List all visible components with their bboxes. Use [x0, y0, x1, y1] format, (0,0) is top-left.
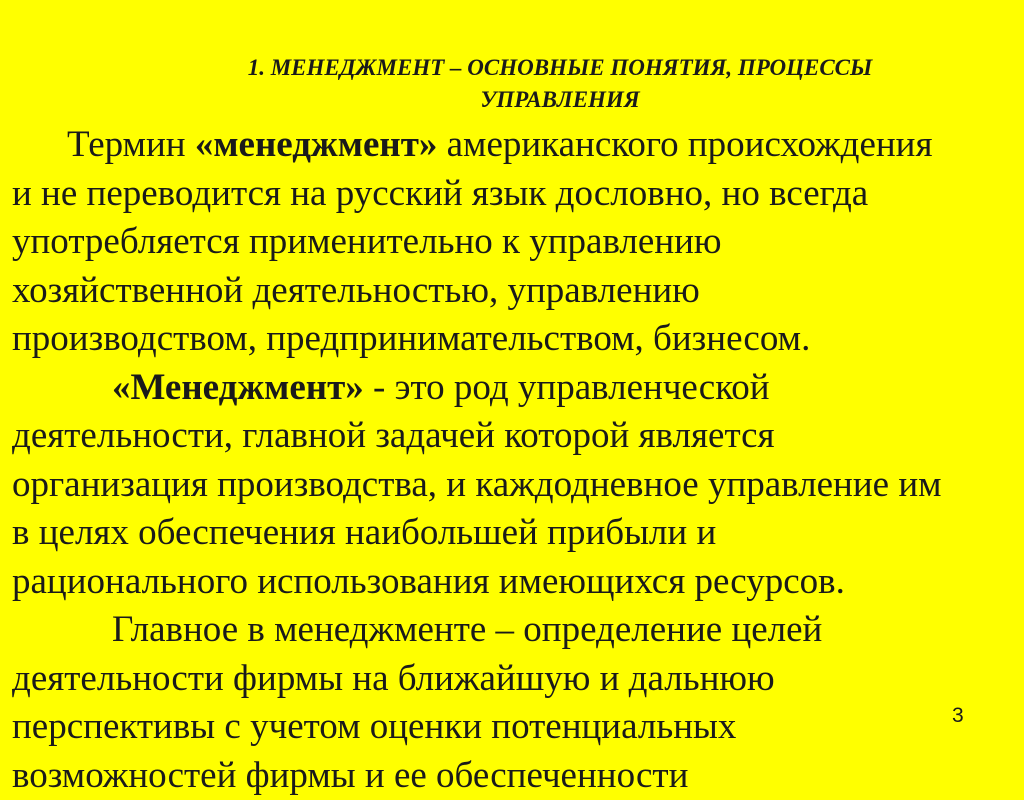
slide-title-line-1: 1. МЕНЕДЖМЕНТ – ОСНОВНЫЕ ПОНЯТИЯ, ПРОЦЕССЫ — [120, 52, 1000, 84]
paragraph-2-rest: - это род управленческой — [364, 367, 770, 408]
page-number: 3 — [952, 704, 964, 728]
paragraph-1-line-4: хозяйственной деятельностью, управлению — [12, 267, 1022, 316]
paragraph-2-line-2: деятельности, главной задачей которой является — [12, 412, 1022, 461]
paragraph-3-line-3: перспективы с учетом оценки потенциальных — [12, 703, 1022, 752]
paragraph-1-line-1 — [12, 121, 1022, 170]
term-management-definition: «Менеджмент» — [112, 367, 364, 408]
paragraph-2-line-5: рационального использования имеющихся ресурсов. — [12, 558, 1022, 607]
paragraph-3-line-2: деятельности фирмы на ближайшую и дальнюю — [12, 655, 1022, 704]
term-management-quoted: «менеджмент» — [195, 124, 438, 165]
paragraph-3-line-1: Главное в менеджменте – определение целей — [12, 606, 1022, 655]
paragraph-2-line-3: организация производства, и каждодневное управление им — [12, 461, 1022, 510]
paragraph-3-line-4: возможностей фирмы и ее обеспеченности — [12, 752, 1022, 800]
paragraph-2-line-4: в целях обеспечения наибольшей прибыли и — [12, 509, 1022, 558]
paragraph-1-rest: американского происхождения — [437, 124, 932, 165]
paragraph-1-line-3: употребляется применительно к управлению — [12, 218, 1022, 267]
slide-title — [120, 52, 1000, 116]
paragraph-2-line-1 — [12, 364, 1022, 413]
paragraph-1-lead: Термин — [67, 124, 195, 165]
paragraph-1-line-2: и не переводится на русский язык дословно, но всегда — [12, 170, 1022, 219]
slide-title-line-2: УПРАВЛЕНИЯ — [120, 84, 1000, 116]
paragraph-1-line-5: производством, предпринимательством, бизнесом. — [12, 315, 1022, 364]
slide-body — [12, 121, 1022, 800]
